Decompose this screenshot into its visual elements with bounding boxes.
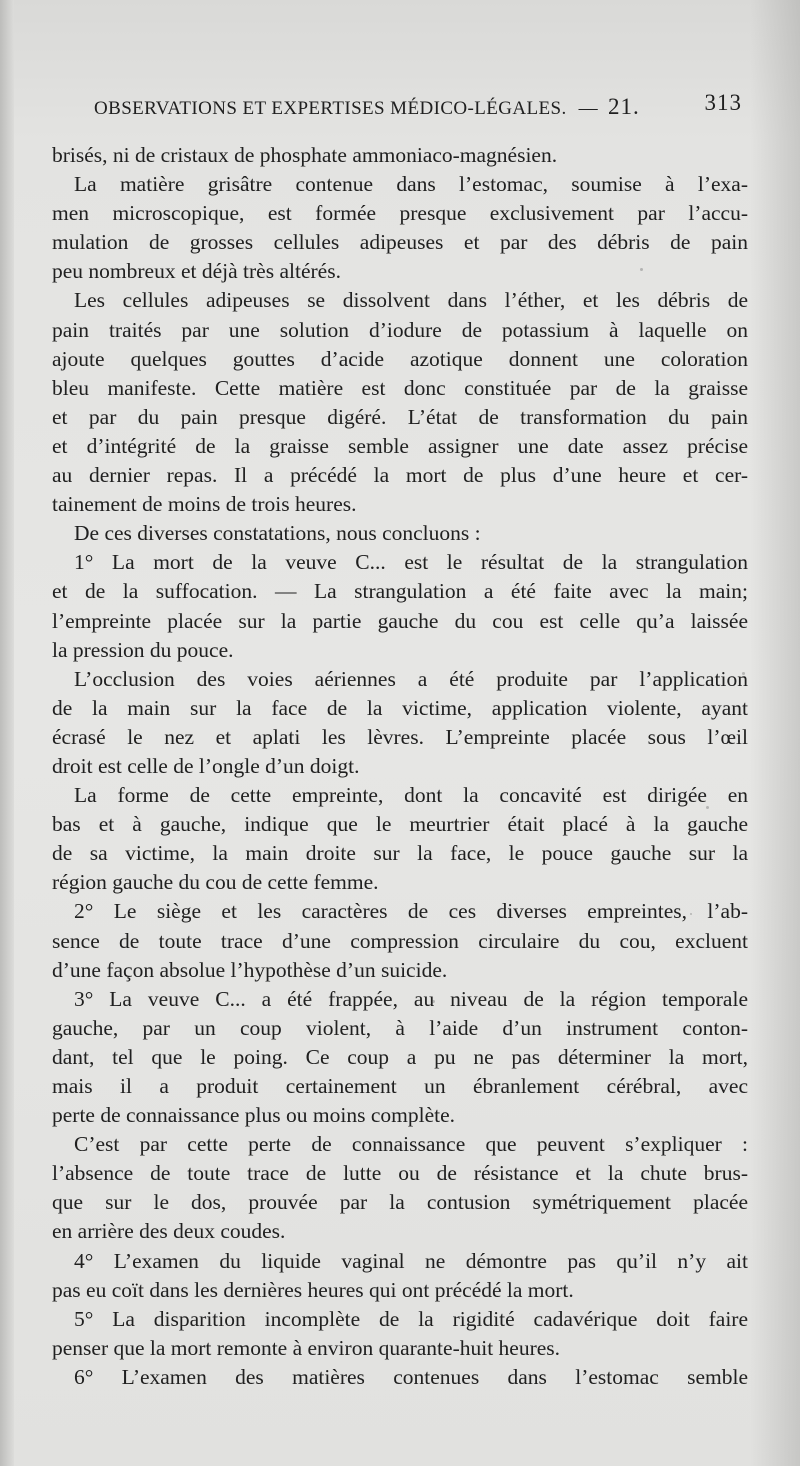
text-line: Les cellules adipeuses se dissolvent dans l’éther, et les débris de — [74, 288, 748, 313]
speck — [640, 268, 643, 271]
text-line: 6° L’examen des matières contenues dans l’estomac semble — [74, 1364, 748, 1389]
text-line: ajoute quelques gouttes d’acide azotique donnent une coloration — [52, 346, 748, 371]
text-line: sence de toute trace d’une compression circulaire du cou, excluent — [52, 928, 748, 953]
text-line: droit est celle de l’ongle d’un doigt. — [52, 753, 360, 778]
page-gutter-shadow — [750, 0, 800, 1466]
text-line: de sa victime, la main droite sur la face, le pouce gauche sur la — [52, 841, 748, 866]
text-line: l’empreinte placée sur la partie gauche du cou est celle qu’a laissée — [52, 608, 748, 633]
text-line: perte de connaissance plus ou moins complète. — [52, 1103, 456, 1128]
text-line: et d’intégrité de la graisse semble assigner une date assez précise — [52, 433, 748, 458]
text-line: penser que la mort remonte à environ quarante-huit heures. — [52, 1335, 561, 1360]
text-line: 1° La mort de la veuve C... est le résultat de la strangulation — [74, 550, 748, 575]
speck — [432, 1000, 435, 1003]
text-line: La matière grisâtre contenue dans l’estomac, soumise à l’exa- — [74, 172, 748, 197]
text-line: l’absence de toute trace de lutte ou de résistance et la chute brus- — [52, 1161, 748, 1186]
text-line: L’occlusion des voies aériennes a été produite par l’application — [74, 666, 748, 691]
text-line: mais il a produit certainement un ébranlement cérébral, avec — [52, 1074, 748, 1098]
text-line: de la main sur la face de la victime, application violente, ayant — [52, 695, 748, 720]
text-line: gauche, par un coup violent, à l’aide d’un instrument conton- — [52, 1015, 748, 1040]
text-line: De ces diverses constatations, nous concluons : — [74, 521, 481, 546]
text-line: C’est par cette perte de connaissance que peuvent s’expliquer : — [74, 1132, 748, 1157]
running-header-title: OBSERVATIONS ET EXPERTISES MÉDICO-LÉGALES. — [94, 98, 567, 119]
text-line: 4° L’examen du liquide vaginal ne démontre pas qu’il n’y ait — [74, 1248, 748, 1273]
text-line: au dernier repas. Il a précédé la mort de plus d’une heure et cer- — [52, 463, 748, 488]
text-line: 5° La disparition incomplète de la rigidité cadavérique doit faire — [74, 1306, 748, 1331]
text-line: 3° La veuve C... a été frappée, au niveau de la région temporale — [74, 986, 748, 1011]
text-line: bleu manifeste. Cette matière est donc constituée par de la graisse — [52, 375, 748, 400]
text-line: tainement de moins de trois heures. — [52, 492, 357, 517]
text-line: en arrière des deux coudes. — [52, 1219, 286, 1244]
text-line: écrasé le nez et aplati les lèvres. L’empreinte placée sous l’œil — [52, 724, 748, 749]
text-line: mulation de grosses cellules adipeuses et par des débris de pain — [52, 230, 748, 255]
text-line: et par du pain presque digéré. L’état de transformation du pain — [52, 404, 748, 429]
text-line: région gauche du cou de cette femme. — [52, 870, 379, 895]
text-line: men microscopique, est formée presque exclusivement par l’accu- — [52, 201, 748, 226]
text-line: dant, tel que le poing. Ce coup a pu ne pas déterminer la mort, — [52, 1044, 748, 1069]
text-line: 2° Le siège et les caractères de ces diverses empreintes, l’ab- — [74, 899, 748, 924]
text-line: La forme de cette empreinte, dont la concavité est dirigée en — [74, 783, 748, 808]
body-text — [52, 141, 748, 1392]
page-number: 313 — [704, 90, 742, 115]
text-line: et de la suffocation. — La strangulation a été faite avec la main; — [52, 579, 748, 604]
speck — [706, 806, 709, 809]
text-line: pas eu coït dans les dernières heures qui ont précédé la mort. — [52, 1277, 574, 1302]
text-line: que sur le dos, prouvée par la contusion symétriquement placée — [52, 1190, 748, 1215]
page-edge-shadow — [0, 0, 14, 1466]
text-line: la pression du pouce. — [52, 637, 234, 662]
running-header-separator: — — [578, 98, 599, 119]
observation-number: 21. — [608, 94, 640, 119]
text-line: pain traités par une solution d’iodure de potassium à laquelle on — [52, 317, 748, 342]
text-line: d’une façon absolue l’hypothèse d’un suicide. — [52, 957, 448, 982]
speck — [690, 913, 692, 915]
running-header — [94, 90, 742, 120]
speck — [742, 672, 745, 675]
text-line: bas et à gauche, indique que le meurtrier était placé à la gauche — [52, 812, 748, 837]
text-line: brisés, ni de cristaux de phosphate ammoniaco-magnésien. — [52, 143, 558, 167]
text-line: peu nombreux et déjà très altérés. — [52, 259, 341, 284]
